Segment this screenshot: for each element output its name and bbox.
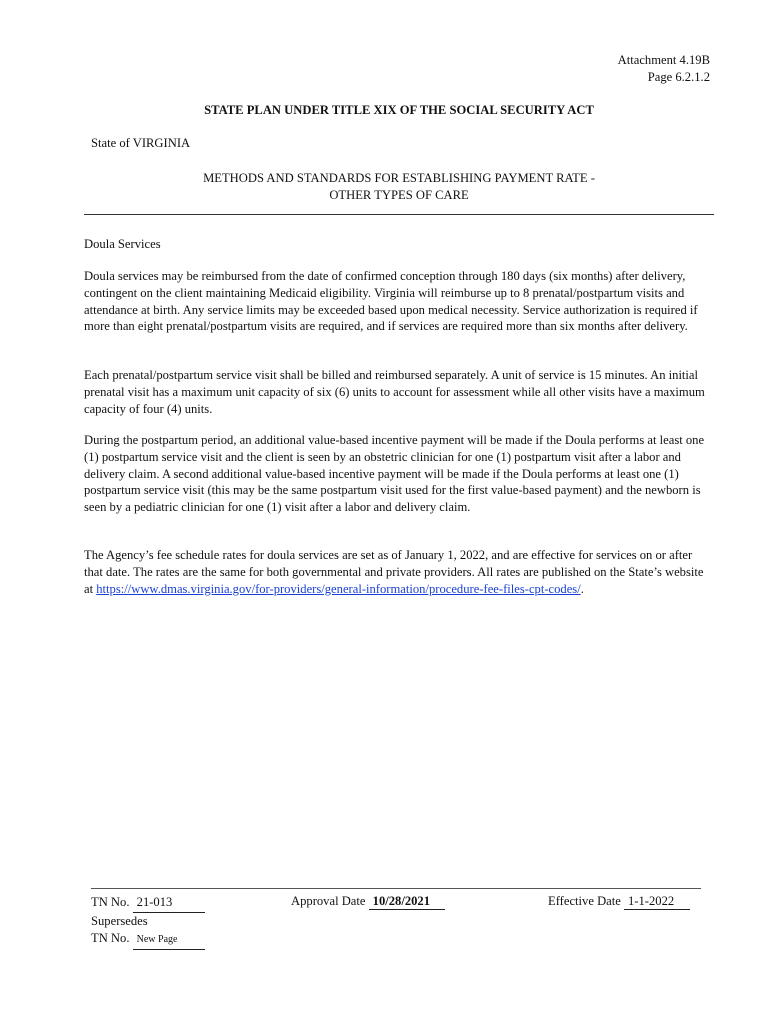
- fee-schedule-link[interactable]: https://www.dmas.virginia.gov/for-providers/general-information/procedure-fee-files-cpt-codes/: [96, 581, 581, 596]
- effective-date-value: 1-1-2022: [624, 894, 690, 910]
- state-name: State of VIRGINIA: [91, 136, 191, 150]
- tn-value: 21-013: [133, 894, 205, 913]
- fee-schedule-text: The Agency’s fee schedule rates for doula services are set as of January 1, 2022, and are effective for services on or after that date. The rates are the same for both governmental and private providers. All rates are published on the State’s website at: [84, 548, 704, 596]
- tn2-row: [91, 930, 205, 950]
- paragraph-billing-units: Each prenatal/postpartum service visit shall be billed and reimbursed separately. A unit of service is 15 minutes. An initial prenatal visit has a maximum unit capacity of six (6) units to account for assessment while all other visits have a maximum capacity of four (4) units.: [84, 368, 705, 416]
- effective-date-label: Effective Date: [548, 894, 621, 908]
- supersedes-label: Supersedes: [91, 913, 148, 928]
- header-divider: [84, 214, 714, 215]
- paragraph-fee-schedule: [84, 547, 714, 597]
- page-number: Page 6.2.1.2: [647, 70, 710, 84]
- effective-date-block: [548, 894, 690, 910]
- fee-schedule-period: .: [580, 581, 584, 596]
- document-header-right: [470, 52, 710, 86]
- tn-block: [91, 894, 205, 950]
- tn2-label: TN No.: [91, 931, 130, 945]
- attachment-number: Attachment 4.19B: [617, 53, 710, 67]
- subtitle-line-2: OTHER TYPES OF CARE: [329, 187, 469, 202]
- tn2-value: New Page: [133, 931, 205, 950]
- approval-date-value: 10/28/2021: [369, 894, 445, 910]
- approval-date-label: Approval Date: [291, 894, 366, 908]
- tn-row: [91, 894, 205, 913]
- approval-date-block: [291, 894, 445, 910]
- paragraph-incentive-payments: During the postpartum period, an additional value-based incentive payment will be made if the Doula performs at least one (1) postpartum service visit and the client is seen by an obstetric clinician for one (1) postpartum visit after a labor and delivery claim. A second additional value-based incentive payment will be made if the Doula performs at least one (1) postpartum service visit (this may be the same postpartum visit used for the first value-based payment) and the newborn is seen by a pediatric clinician for one (1) visit after a labor and delivery claim.: [84, 433, 705, 515]
- paragraph-eligibility: Doula services may be reimbursed from the date of confirmed conception through 180 days (six months) after delivery, contingent on the client maintaining Medicaid eligibility. Virginia will reimburse up to 8 prenatal/postpartum visits and attendance at birth. Any service limits may be exceeded based upon medical necessity. Service authorization is required if more than eight prenatal/postpartum visits are required, and if services are required more than six months after delivery.: [84, 269, 698, 334]
- tn-label: TN No.: [91, 895, 130, 909]
- footer-divider: [91, 888, 701, 889]
- subtitle-line-1: METHODS AND STANDARDS FOR ESTABLISHING PAYMENT RATE -: [203, 171, 595, 185]
- section-heading: Doula Services: [84, 237, 161, 251]
- document-title: STATE PLAN UNDER TITLE XIX OF THE SOCIAL SECURITY ACT: [204, 103, 594, 117]
- document-subtitle: [84, 170, 714, 203]
